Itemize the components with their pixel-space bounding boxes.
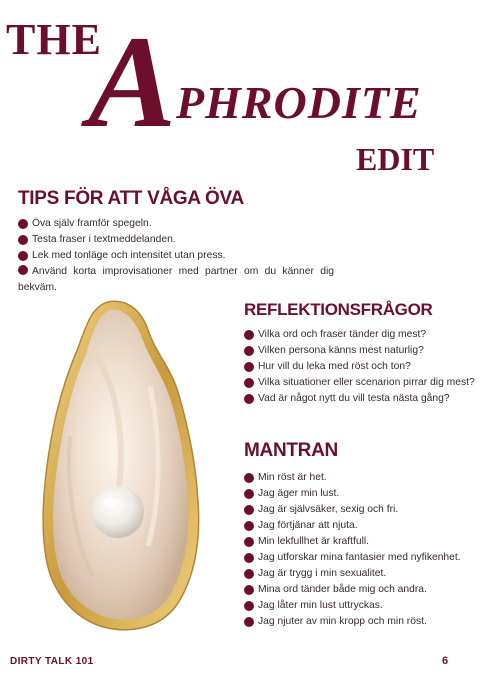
masthead-title: PHRODITE [176,77,422,128]
bullet-icon [244,537,254,547]
question-text: Vilken persona känns mest naturlig? [258,345,424,356]
list-item [18,216,334,232]
mantra-text: Jag är självsäker, sexig och fri. [258,504,399,515]
list-item [244,327,480,343]
bullet-icon [18,219,28,229]
mantras-heading: MANTRAN [244,440,338,461]
list-item [244,614,480,630]
tip-text: Testa fraser i textmeddelanden. [32,234,176,245]
list-item [244,566,480,582]
list-item [244,375,480,391]
bullet-icon [244,489,254,499]
list-item [18,232,334,248]
list-item [244,518,480,534]
footer-title: DIRTY TALK 101 [10,656,94,667]
bullet-icon [244,601,254,611]
mantra-text: Jag förtjänar att njuta. [258,520,358,531]
masthead-big-letter: A [88,8,177,155]
question-text: Hur vill du leka med röst och ton? [258,361,411,372]
question-text: Vilka ord och fraser tänder dig mest? [258,329,427,340]
bullet-icon [244,394,254,404]
bullet-icon [244,473,254,483]
bullet-icon [244,362,254,372]
tips-section [18,188,334,296]
mantra-text: Min lekfullhet är kraftfull. [258,536,370,547]
list-item [18,248,334,264]
mantras-list [244,470,480,630]
bullet-icon [244,378,254,388]
list-item [244,391,480,407]
bullet-icon [244,521,254,531]
list-item [244,486,480,502]
tip-text: Lek med tonläge och intensitet utan press. [32,250,226,261]
oyster-pearl-image [30,296,210,636]
reflection-list [244,327,480,407]
list-item [244,550,480,566]
bullet-icon [244,585,254,595]
list-item [244,359,480,375]
pearl-icon [92,486,144,538]
bullet-icon [18,265,28,275]
page-number: 6 [442,655,449,667]
question-text: Vilka situationer eller scenarion pirrar dig mest? [258,377,475,388]
list-item [244,343,480,359]
list-item [244,582,480,598]
bullet-icon [244,346,254,356]
masthead-the: THE [6,15,102,64]
mantra-text: Mina ord tänder både mig och andra. [258,584,427,595]
masthead-edit: EDIT [356,141,435,177]
reflection-heading: REFLEKTIONSFRÅGOR [244,300,433,319]
tip-text: Öva själv framför spegeln. [32,218,152,229]
mantras-section [244,440,480,630]
tips-list [18,216,334,296]
reflection-section [244,300,480,407]
question-text: Vad är något nytt du vill testa nästa gång? [258,393,450,404]
list-item [244,598,480,614]
list-item [244,470,480,486]
bullet-icon [244,505,254,515]
mantra-text: Jag utforskar mina fantasier med nyfikenhet. [258,552,461,563]
list-item [18,264,334,296]
mantra-text: Jag njuter av min kropp och min röst. [258,616,427,627]
tips-heading: TIPS FÖR ATT VÅGA ÖVA [18,188,244,209]
tip-text: Använd korta improvisationer med partner om du känner dig bekväm. [18,266,334,293]
bullet-icon [18,235,28,245]
list-item [244,534,480,550]
mantra-text: Jag är trygg i min sexualitet. [258,568,387,579]
bullet-icon [18,251,28,261]
bullet-icon [244,553,254,563]
mantra-text: Min röst är het. [258,472,327,483]
bullet-icon [244,569,254,579]
bullet-icon [244,330,254,340]
list-item [244,502,480,518]
bullet-icon [244,617,254,627]
mantra-text: Jag låter min lust uttryckas. [258,600,383,611]
mantra-text: Jag äger min lust. [258,488,340,499]
